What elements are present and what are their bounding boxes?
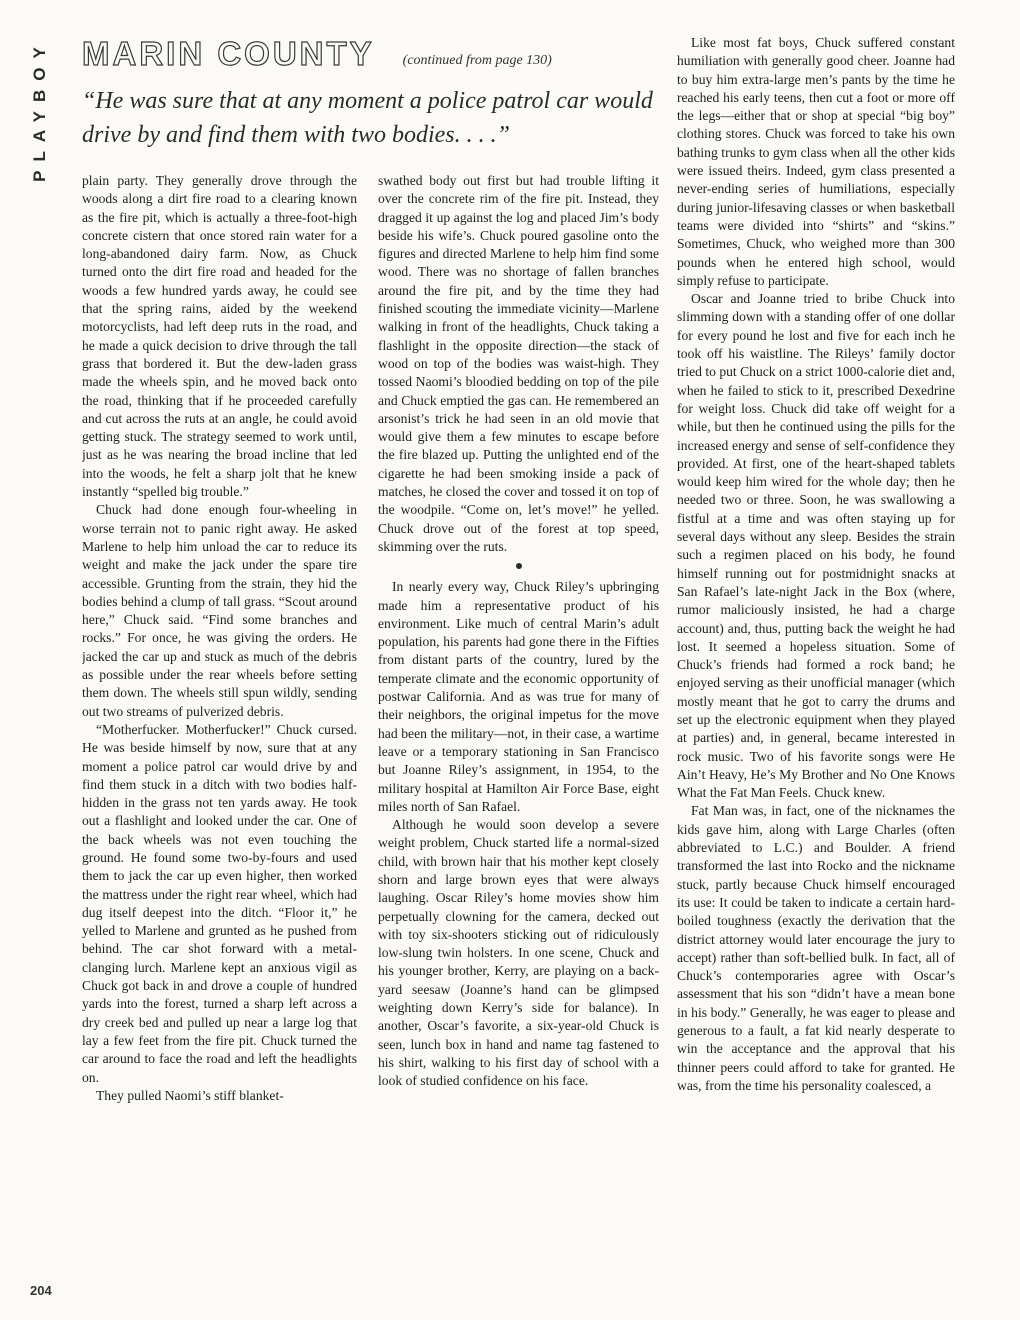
paragraph: “Motherfucker. Motherfucker!” Chuck cursed. He was beside himself by now, sure that at any moment a police patrol car would drive by and find them stuck in a ditch with two bodies half-hidden in the grass not ten yards away. He took out a flashlight and looked under the car. One of the back wheels was not even touching the ground. He found some two-by-fours and used them to jack the car up even higher, then worked the mattress under the right rear wheel, which had dug itself deepest into the ditch. “Floor it,” he yelled to Marlene and grunted as he pushed from behind. The car shot forward with a metal-clanging lurch. Marlene kept an anxious vigil as Chuck got back in and drove a couple of hundred yards into the forest, turned a sharp left across a dry creek bed and pulled up near a large log that lay a few feet from the fire pit. Chuck turned the car around to face the road and left the headlights on. xyxy=(82,721,357,1085)
paragraph: Although he would soon develop a severe weight problem, Chuck started life a normal-sized child, with brown hair that his mother kept closely shorn and large brown eyes that were always laughing. Oscar Riley’s home movies show him perpetually clowning for the camera, decked out with toy six-shooters sticking out of ridiculously low-slung twin holsters. In one scene, Chuck and his younger brother, Kerry, are playing on a back-yard seesaw (Joanne’s hand can be glimpsed weighting down Kerry’s side for balance). In another, Oscar’s favorite, a six-year-old Chuck is seen, lunch box in hand and name tag fastened to his shirt, walking to his first day of school with a look of studied confidence on his face. xyxy=(378,817,659,1089)
text-column-3 xyxy=(677,34,955,1292)
paragraph: Like most fat boys, Chuck suffered constant humiliation with generally good cheer. Joanne had to buy him extra-large men’s pants by the time he reached his early teens, then cut a foot or more off the legs—either that or shop at special “big boy” clothing stores. Chuck was forced to take his own bathing trunks to gym class when all the other kids were issued theirs. Indeed, gym class presented a never-ending series of humiliations, especially during junior-lifesaving classes or when basketball teams were divided into “shirts” and “skins.” Sometimes, Chuck, who weighed more than 300 pounds when he entered high school, would simply refuse to participate. xyxy=(677,35,955,288)
text-column-1 xyxy=(82,172,357,1292)
continued-note: (continued from page 130) xyxy=(402,53,552,68)
paragraph: Chuck had done enough four-wheeling in worse terrain not to panic right away. He asked Marlene to help him unload the car to reduce its weight and make the jack under the spare tire accessible. Grunting from the strain, they hid the bodies behind a clump of tall grass. “Scout around here,” Chuck said. “Find some branches and rocks.” For once, he was giving the orders. He jacked the car up and stuck as much of the debris as possible under the rear wheels before setting them down. The wheels still spun wildly, sending out two streams of pulverized debris. xyxy=(82,502,357,719)
page-number: 204 xyxy=(30,1283,52,1298)
text-column-2 xyxy=(378,172,659,1292)
article-header xyxy=(82,34,672,74)
magazine-name xyxy=(26,30,54,190)
section-divider-dot xyxy=(516,563,522,569)
pull-quote: “He was sure that at any moment a police patrol car would drive by and find them with two bodies. . . .” xyxy=(82,88,653,148)
paragraph: Oscar and Joanne tried to bribe Chuck into slimming down with a standing offer of one dollar for every pound he lost and five for each inch he took off his waistline. The Rileys’ family doctor tried to put Chuck on a strict 1000-calorie diet and, when he failed to stick to it, prescribed Dexedrine for weight loss. Chuck did take off weight for a while, but then he continued using the pills for the increased energy and sense of self-confidence they provided. At first, one of the heart-shaped tablets would keep him wired for the whole day; then he needed two or three. Soon, he was swallowing a fistful at a time and was often staying up for several days without any sleep. Besides the strain such a regimen placed on his body, he found himself running out for postmidnight snacks at San Rafael’s late-night Jack in the Box (where, rumor maliciously insisted, he had a charge account) and, thus, putting back the weight he had lost. It seemed a hopeless situation. Some of Chuck’s friends had formed a rock band; he enjoyed serving as their unofficial manager (which mostly meant that he got to carry the drums and set up the electronic equipment when they played at parties) and, in general, became interested in rock music. Two of his favorite songs were He Ain’t Heavy, He’s My Brother and No One Knows What the Fat Man Feels. Chuck knew. xyxy=(677,291,955,801)
paragraph: swathed body out first but had trouble lifting it over the concrete rim of the fire pit. Instead, they dragged it up against the log and placed Jim’s body beside his wife’s. Chuck poured gasoline onto the figures and directed Marlene to help him find some wood. There was no shortage of fallen branches around the fire pit, and by the time they had finished scouting the immediate vicinity—Marlene walking in front of the headlights, Chuck taking a flashlight in the opposite direction—the stack of wood on top of the bodies was waist-high. They tossed Naomi’s bloodied bedding on top of the pile and Chuck emptied the gas can. He remembered an arsonist’s trick he had seen in an old movie that would give them a few minutes to escape before the fire blazed up. Putting the unlighted end of the cigarette he had been smoking inside a pack of matches, he closed the cover and tossed it on top of the woodpile. “Come on, let’s move!” he yelled. Chuck drove out of the forest at top speed, skimming over the ruts. xyxy=(378,173,659,554)
paragraph: Fat Man was, in fact, one of the nicknames the kids gave him, along with Large Charles (often abbreviated to L.C.) and Boulder. A friend transformed the last into Rocko and the nickname stuck, partly because Chuck himself encouraged its use: It could be taken to indicate a certain hard-boiled toughness (exactly the derivation that the district attorney would later encourage the jury to accept) rather than soft-bellied bulk. In fact, all of Chuck’s contemporaries agree with Oscar’s assessment that his son “didn’t have a mean bone in his body.” Generally, he was eager to please and generous to a fault, a fat kid nearly desperate to win the acceptance and the approval that his thinner peers could afford to take for granted. He was, from the time his personality coalesced, a xyxy=(677,803,955,1093)
paragraph: They pulled Naomi’s stiff blanket- xyxy=(96,1087,284,1103)
section-title: MARIN COUNTY xyxy=(82,35,375,72)
paragraph: plain party. They generally drove through the woods along a dirt fire road to a clearing known as the fire pit, which is actually a three-foot-high concrete cistern that once stored rain water for a long-abandoned dairy farm. Now, as Chuck turned onto the dirt fire road and headed for the woods a few hundred yards away, he could see that the spring rains, aided by the weekend motorcyclists, had left deep ruts in the road, and he made a quick decision to drive through the tall grass that bordered it. But the dew-laden grass made the wheels spin, and he moved back onto the road, thinking that if he proceeded carefully and cut across the ruts at an angle, he could avoid getting stuck. The strategy seemed to work until, just as he was nearing the broad incline that led into the woods, he felt a sharp jolt that he knew instantly “spelled big trouble.” xyxy=(82,173,357,500)
magazine-name-text: PLAYBOY xyxy=(30,38,49,182)
paragraph: In nearly every way, Chuck Riley’s upbringing made him a representative product of his environment. Like much of central Marin’s adult population, his parents had gone there in the Fifties from distant parts of the country, lured by the temperate climate and the economic opportunity of postwar California. And as was true for many of their neighbors, the original impetus for the move had been the military—not, in their case, a wartime leave or a temporary stationing in San Francisco but Joanne Riley’s assignment, in 1954, to the military hospital at Hamilton Air Force Base, eight miles north of San Rafael. xyxy=(378,579,659,814)
